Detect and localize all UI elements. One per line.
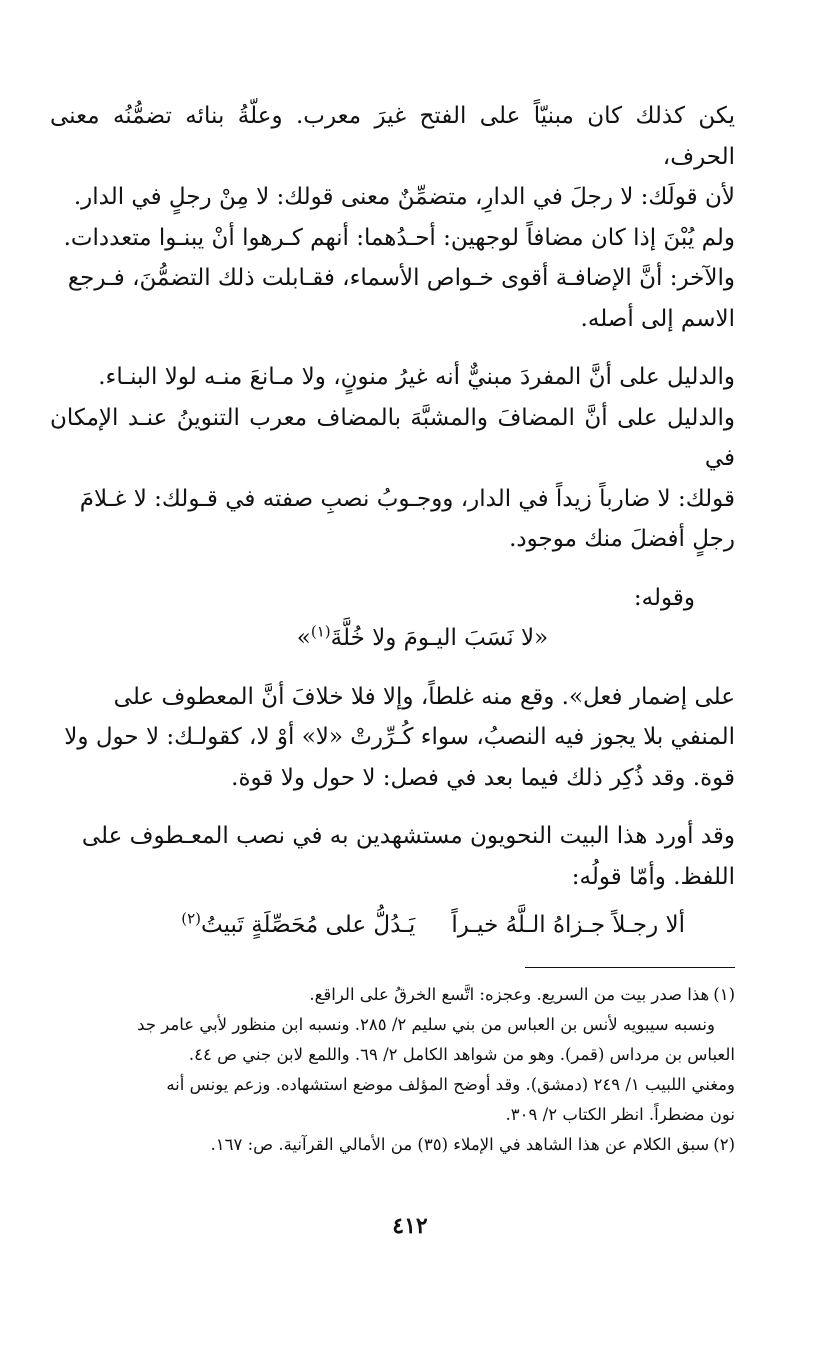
footnote-text-line: ومغني اللبيب ١/ ٢٤٩ (دمشق). وقد أوضح المؤلف موضع استشهاده. وزعم يونس أنه xyxy=(166,1075,735,1094)
text-line: يكن كذلك كان مبنيّاً على الفتح غيرَ معرب. وعلّةُ بنائه تضمُّنُه معنى الحرف، xyxy=(50,103,735,170)
footnote-text-line: نون مضطراً. انظر الكتاب ٢/ ٣٠٩. xyxy=(505,1105,735,1124)
text-line: ولم يُبْنَ إذا كان مضافاً لوجهين: أحـدُهما: أنهم كـرهوا أنْ يبنـوا متعددات. xyxy=(63,224,735,251)
quote-verse: «لا نَسَبَ اليـومَ ولا خُلَّةَ$^{(١)}$» xyxy=(296,622,549,651)
footnote-number: (١) xyxy=(713,985,735,1004)
footnote-2 xyxy=(50,1130,735,1160)
paragraph-1 xyxy=(50,96,735,339)
text-line: وقد أورد هذا البيت النحويون مستشهدين به في نصب المعـطوف على xyxy=(81,823,735,849)
footnote-number: (٢) xyxy=(713,1135,735,1154)
paragraph-gap xyxy=(50,560,735,578)
main-text xyxy=(50,96,735,946)
page-number: ٤١٢ xyxy=(392,1213,428,1239)
footnote-1 xyxy=(50,980,735,1010)
text-line: والآخر: أنَّ الإضافـة أقوى خـواص الأسماء، فقـابلت ذلك التضمُّنَ، فـرجع xyxy=(67,265,735,291)
text-line: اللفظ. وأمّا قولُه: xyxy=(571,863,735,890)
footnote-text: هذا صدر بيت من السريع. وعجزه: اتَّسع الخرقُ على الراقع. xyxy=(309,985,710,1004)
quote-intro: وقوله: xyxy=(633,584,695,611)
text-line: المنفي بلا يجوز فيه النصبُ، سواء كُـرِّرتْ «لا» أوْ لا، كقولـك: لا حول ولا xyxy=(64,724,735,750)
footnote-ref: (٢) xyxy=(181,909,202,928)
text-line: والدليل على أنَّ المفردَ مبنيٌّ أنه غيرُ منونٍ، ولا مـانعَ منـه لولا البنـاء. xyxy=(98,364,735,390)
paragraph-2 xyxy=(50,357,735,560)
text-line: رجلٍ أفضلَ منك موجود. xyxy=(509,526,735,552)
footnotes xyxy=(50,980,735,1160)
paragraph-3 xyxy=(50,677,735,799)
footnote-text: سبق الكلام عن هذا الشاهد في الإملاء (٣٥) من الأمالي القرآنية. ص: ١٦٧. xyxy=(210,1135,710,1154)
verse-couplet xyxy=(50,905,735,946)
paragraph-gap xyxy=(50,798,735,816)
verse-second-hemistich: يَـدُلُّ على مُحَصِّلَةٍ تَبيتُ xyxy=(201,912,416,938)
text-line: قولك: لا ضارباً زيداً في الدار، ووجـوبُ نصبِ صفته في قـولك: لا غـلامَ xyxy=(79,485,735,512)
text-line: قوة. وقد ذُكِر ذلك فيما بعد في فصل: لا حول ولا قوة. xyxy=(231,764,735,791)
footnote-text-line: ونسبه سيبويه لأنس بن العباس من بني سليم ٢/ ٢٨٥. ونسبه ابن منظور لأبي عامر جد xyxy=(137,1015,715,1034)
quote-verse-text: «لا نَسَبَ اليـومَ ولا خُلَّةَ xyxy=(330,625,549,651)
footnote-ref: (١) xyxy=(310,622,331,641)
footnote-text-line: العباس بن مرداس (قمر). وهو من شواهد الكامل ٢/ ٦٩. واللمع لابن جني ص ٤٤. xyxy=(188,1045,735,1064)
text-line: والدليل على أنَّ المضافَ والمشبَّهَ بالمضاف معرب التنوينُ عنـد الإمكان في xyxy=(50,404,735,471)
text-line: الاسم إلى أصله. xyxy=(580,305,735,332)
text-line: على إضمار فعل». وقع منه غلطاً، وإلا فلا خلافَ أنَّ المعطوف على xyxy=(113,683,735,710)
paragraph-gap xyxy=(50,897,735,905)
verse-first-hemistich: ألا رجـلاً جـزاهُ الـلَّهُ خيـراً xyxy=(451,912,685,938)
paragraph-gap xyxy=(50,339,735,357)
text-line: لأن قولَك: لا رجلَ في الدارِ، متضمِّنٌ معنى قولك: لا مِنْ رجلٍ في الدار. xyxy=(73,184,735,210)
paragraph-4 xyxy=(50,816,735,897)
paragraph-gap xyxy=(50,659,735,677)
footnote-divider xyxy=(525,967,735,968)
